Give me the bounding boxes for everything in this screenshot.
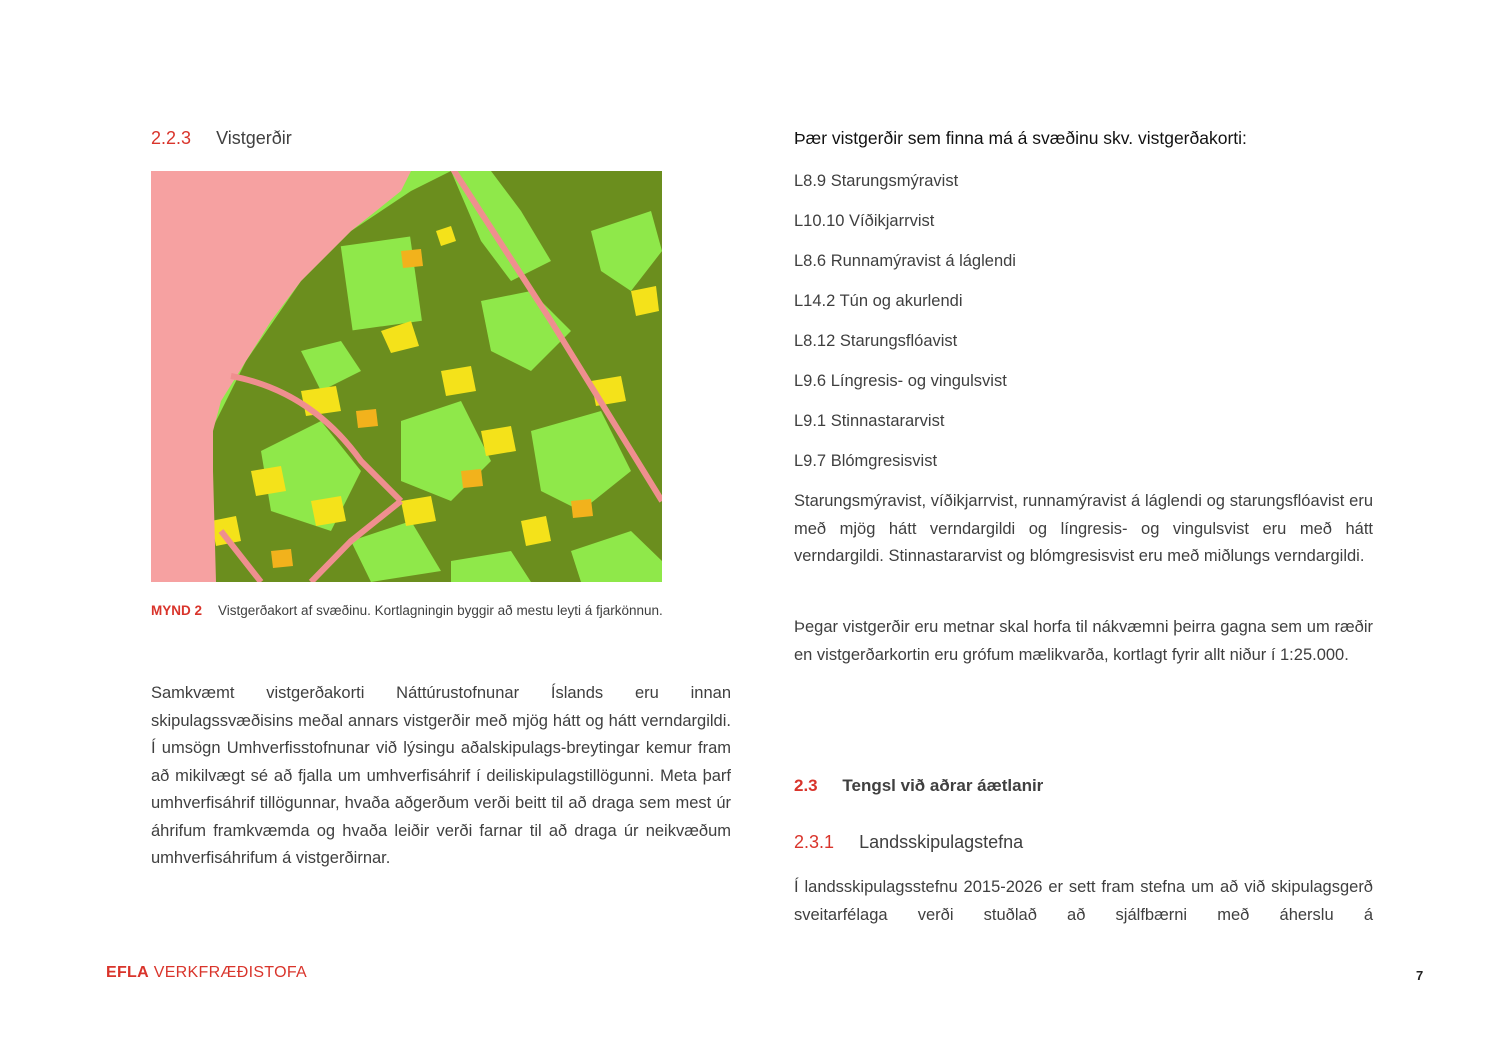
efla-logo (106, 964, 307, 982)
list-item: L10.10 Víðikjarrvist (794, 212, 935, 230)
habitat-list (794, 172, 1016, 492)
figure-label: MYND 2 (151, 603, 203, 618)
list-item: L8.6 Runnamýravist á láglendi (794, 252, 1016, 270)
section-number: 2.2.3 (151, 128, 192, 148)
list-item: L8.12 Starungsflóavist (794, 332, 958, 350)
logo-rest: VERKFRÆÐISTOFA (148, 964, 307, 981)
habitat-list-intro: Þær vistgerðir sem finna má á svæðinu skv. vistgerðakorti: (794, 128, 1247, 148)
section-title: Landsskipulagstefna (859, 832, 1024, 852)
figure-caption (151, 603, 731, 618)
list-item: L9.7 Blómgresisvist (794, 452, 938, 470)
conservation-paragraph: Starungsmýravist, víðikjarrvist, runnamýravist á láglendi og starungsflóavist eru með mjög hátt verndargildi og língresis- og vingulsvist eru með hátt verndargildi. Stinnastararvist og blómgresisvist eru með miðlungs verndargildi. (794, 492, 1373, 565)
list-item: L9.1 Stinnastararvist (794, 412, 945, 430)
section-number: 2.3.1 (794, 832, 835, 852)
figure-caption-text: Vistgerðakort af svæðinu. Kortlagningin byggir að mestu leyti á fjarkönnun. (218, 603, 663, 618)
section-number: 2.3 (794, 776, 818, 795)
section-heading-tengsl (794, 776, 1043, 796)
section-heading-landsskipulag (794, 832, 1023, 853)
landsskipulag-paragraph: Í landsskipulagsstefnu 2015-2026 er sett fram stefna um að við skipulagsgerð sveitarfélaga verði stuðlað að sjálfbærni með áherslu á (794, 878, 1373, 924)
list-item: L9.6 Língresis- og vingulsvist (794, 372, 1007, 390)
section-heading-vistgerdir (151, 128, 292, 149)
section-title: Tengsl við aðrar áætlanir (842, 776, 1044, 795)
left-paragraph: Samkvæmt vistgerðakorti Náttúrustofnunar Íslands eru innan skipulagssvæðisins meðal annars vistgerðir með mjög hátt og hátt verndargildi. Í umsögn Umhverfisstofnunar við lýsingu aðalskipulags-breytingar kemur fram að mikilvægt sé að fjalla um umhverfisáhrif í deiliskipulagstillögunni. Meta þarf umhverfisáhrif tillögunnar, hvaða aðgerðum verði beitt til að draga sem mest úr áhrifum framkvæmda og hvaða leiðir verði farnar til að draga úr neikvæðum umhverfisáhrifum á vistgerðirnar. (151, 684, 731, 867)
section-title: Vistgerðir (216, 128, 292, 148)
list-item: L8.9 Starungsmýravist (794, 172, 959, 190)
page-number: 7 (1416, 968, 1424, 983)
accuracy-paragraph: Þegar vistgerðir eru metnar skal horfa til nákvæmni þeirra gagna sem um ræðir en vistgerðarkortin eru grófum mælikvarða, kortlagt fyrir allt niður í 1:25.000. (794, 618, 1373, 664)
vistgerd-map-figure (151, 171, 662, 582)
list-item: L14.2 Tún og akurlendi (794, 292, 963, 310)
logo-bold: EFLA (106, 964, 149, 981)
